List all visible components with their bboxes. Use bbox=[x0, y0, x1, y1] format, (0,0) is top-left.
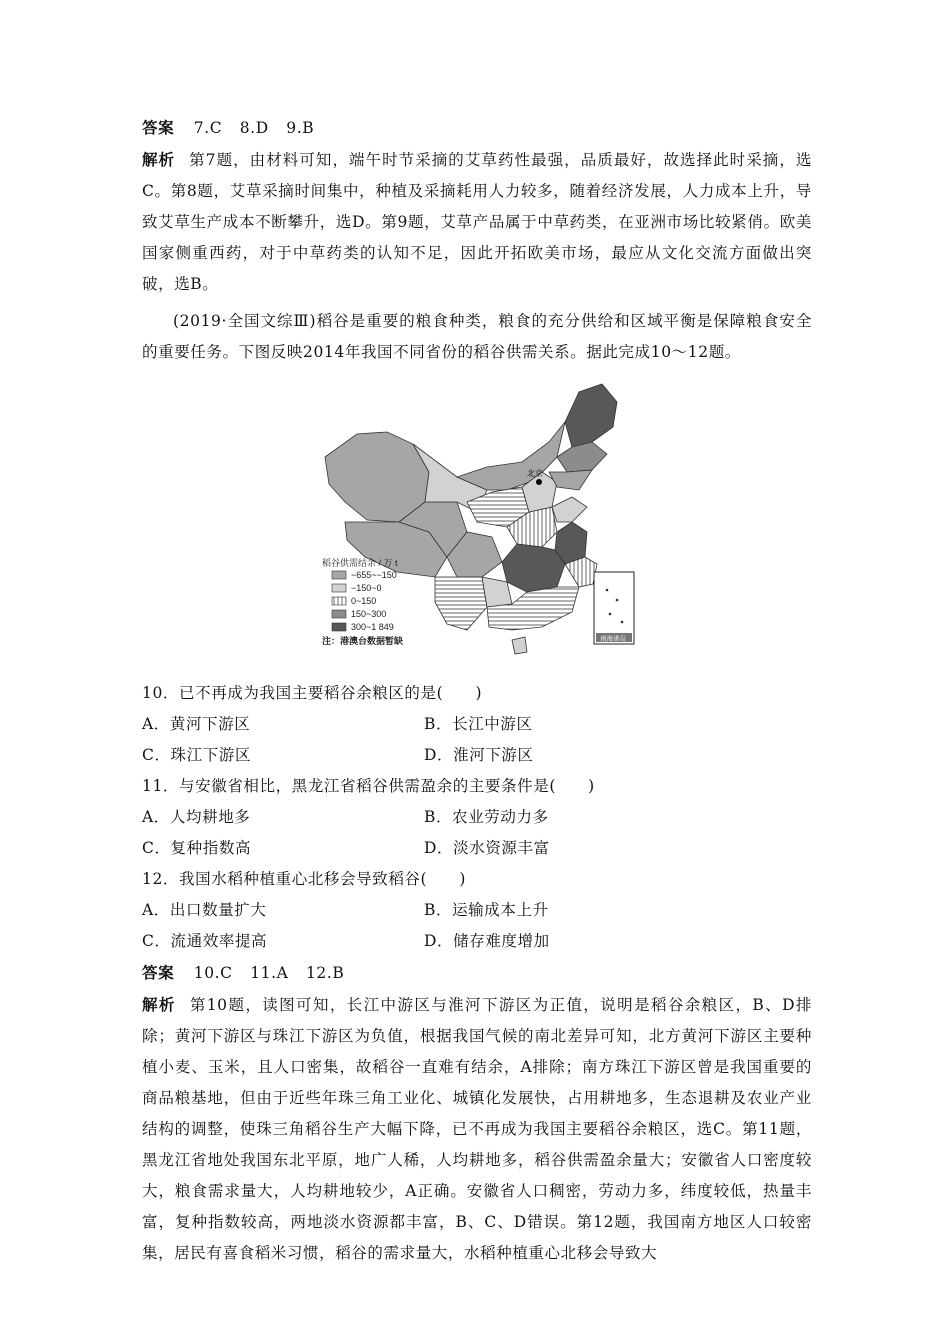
question-stem: 10．已不再成为我国主要稻谷余粮区的是( ) bbox=[142, 684, 483, 702]
region-shandong bbox=[552, 497, 587, 522]
analysis-paragraph-2 bbox=[142, 989, 812, 1269]
legend-item: −655~−150 bbox=[351, 570, 397, 580]
region-yunnan bbox=[435, 577, 487, 630]
region-jilin bbox=[557, 442, 607, 472]
legend-item: 300~1 849 bbox=[351, 622, 394, 632]
option: C．复种指数高 bbox=[142, 839, 252, 857]
rice-supply-map bbox=[142, 368, 812, 678]
option: D．淡水资源丰富 bbox=[424, 839, 550, 857]
beijing-marker-icon bbox=[536, 479, 542, 485]
region-middle-yangtze bbox=[502, 544, 565, 592]
map-note: 注：港澳台数据暂缺 bbox=[322, 636, 404, 646]
answer-line-1 bbox=[142, 112, 812, 144]
city-label: 北京 bbox=[527, 469, 543, 478]
legend-item: 150~300 bbox=[351, 609, 387, 619]
analysis-paragraph-1 bbox=[142, 144, 812, 300]
option: B．农业劳动力多 bbox=[424, 808, 549, 826]
answer-item: 11.A bbox=[250, 964, 289, 982]
option: D．储存难度增加 bbox=[424, 932, 550, 950]
legend-item: 0~150 bbox=[351, 596, 377, 606]
option: D．淮河下游区 bbox=[424, 746, 534, 764]
china-map-figure bbox=[317, 372, 637, 672]
option: B．长江中游区 bbox=[424, 715, 533, 733]
option: A．黄河下游区 bbox=[142, 715, 251, 733]
analysis-text: 第7题，由材料可知，端午时节采摘的艾草药性最强，品质最好，故选择此时采摘，选C。第8题，艾草采摘时间集中，种植及采摘耗用人力较多，随着经济发展，人力成本上升，导致艾草生产成本不断攀升，选D。第9题，艾草产品属于中草药类，在亚洲市场比较紧俏。欧美国家侧重西药，对于中草药类的认知不足，因此开拓欧美市场，最应从文化交流方面做出突破，选B。 bbox=[142, 151, 812, 293]
analysis-text: 第10题，读图可知，长江中游区与淮河下游区为正值，说明是稻谷余粮区，B、D排除；黄河下游区与珠江下游区为负值，根据我国气候的南北差异可知，北方黄河下游区主要种植小麦、玉米，且人口密集，故稻谷一直难有结余，A排除；南方珠江下游区曾是我国重要的商品粮基地，但由于近些年珠三角工业化、城镇化发展快，占用耕地多，生态退耕及农业产业结构的调整，使珠三角稻谷生产大幅下降，已不再成为我国主要稻谷余粮区，选C。第11题，黑龙江省地处我国东北平原，地广人稀，人均耕地多，稻谷供需盈余量大；安徽省人口密度较大，粮食需求量大，人均耕地较少，A正确。安徽省人口稠密，劳动力多，纬度较低，热量丰富，复种指数较高，两地淡水资源都丰富，B、C、D错误。第12题，我国南方地区人口较密集，居民有喜食稻米习惯，稻谷的需求量大，水稻种植重心北移会导致大 bbox=[142, 996, 813, 1262]
legend-title: 稻谷供需结余 / 万 t bbox=[322, 558, 398, 568]
intro-paragraph: (2019·全国文综Ⅲ)稻谷是重要的粮食种类，粮食的充分供给和区域平衡是保障粮食安全的重要任务。下图反映2014年我国不同省份的稻谷供需关系。据此完成10～12题。 bbox=[142, 312, 812, 361]
inset-box bbox=[594, 572, 634, 644]
question-stem: 11．与安徽省相比，黑龙江省稻谷供需盈余的主要条件是( ) bbox=[142, 777, 595, 795]
option: A．人均耕地多 bbox=[142, 808, 251, 826]
legend-item: −150~0 bbox=[351, 583, 382, 593]
analysis-label: 解析 bbox=[142, 150, 176, 169]
answer-item: 8.D bbox=[239, 119, 269, 137]
map-legend bbox=[322, 557, 403, 646]
analysis-label: 解析 bbox=[142, 995, 176, 1014]
option: B．运输成本上升 bbox=[424, 901, 549, 919]
region-heilongjiang bbox=[565, 384, 617, 447]
option: C．珠江下游区 bbox=[142, 746, 252, 764]
question-12 bbox=[142, 864, 812, 957]
question-11 bbox=[142, 771, 812, 864]
region-hainan bbox=[512, 637, 527, 654]
answer-item: 10.C bbox=[193, 964, 233, 982]
question-stem: 12．我国水稻种植重心北移会导致稻谷( ) bbox=[142, 870, 467, 888]
answer-label: 答案 bbox=[142, 118, 175, 137]
answer-item: 12.B bbox=[305, 964, 345, 982]
option: A．出口数量扩大 bbox=[142, 901, 267, 919]
answer-item: 9.B bbox=[286, 119, 315, 137]
answer-label: 答案 bbox=[142, 963, 175, 982]
option: C．流通效率提高 bbox=[142, 932, 268, 950]
answer-line-2 bbox=[142, 957, 812, 989]
page-content bbox=[142, 112, 812, 1269]
question-10 bbox=[142, 678, 812, 771]
answer-item: 7.C bbox=[193, 119, 223, 137]
inset-label: 南海诸岛 bbox=[600, 635, 626, 643]
